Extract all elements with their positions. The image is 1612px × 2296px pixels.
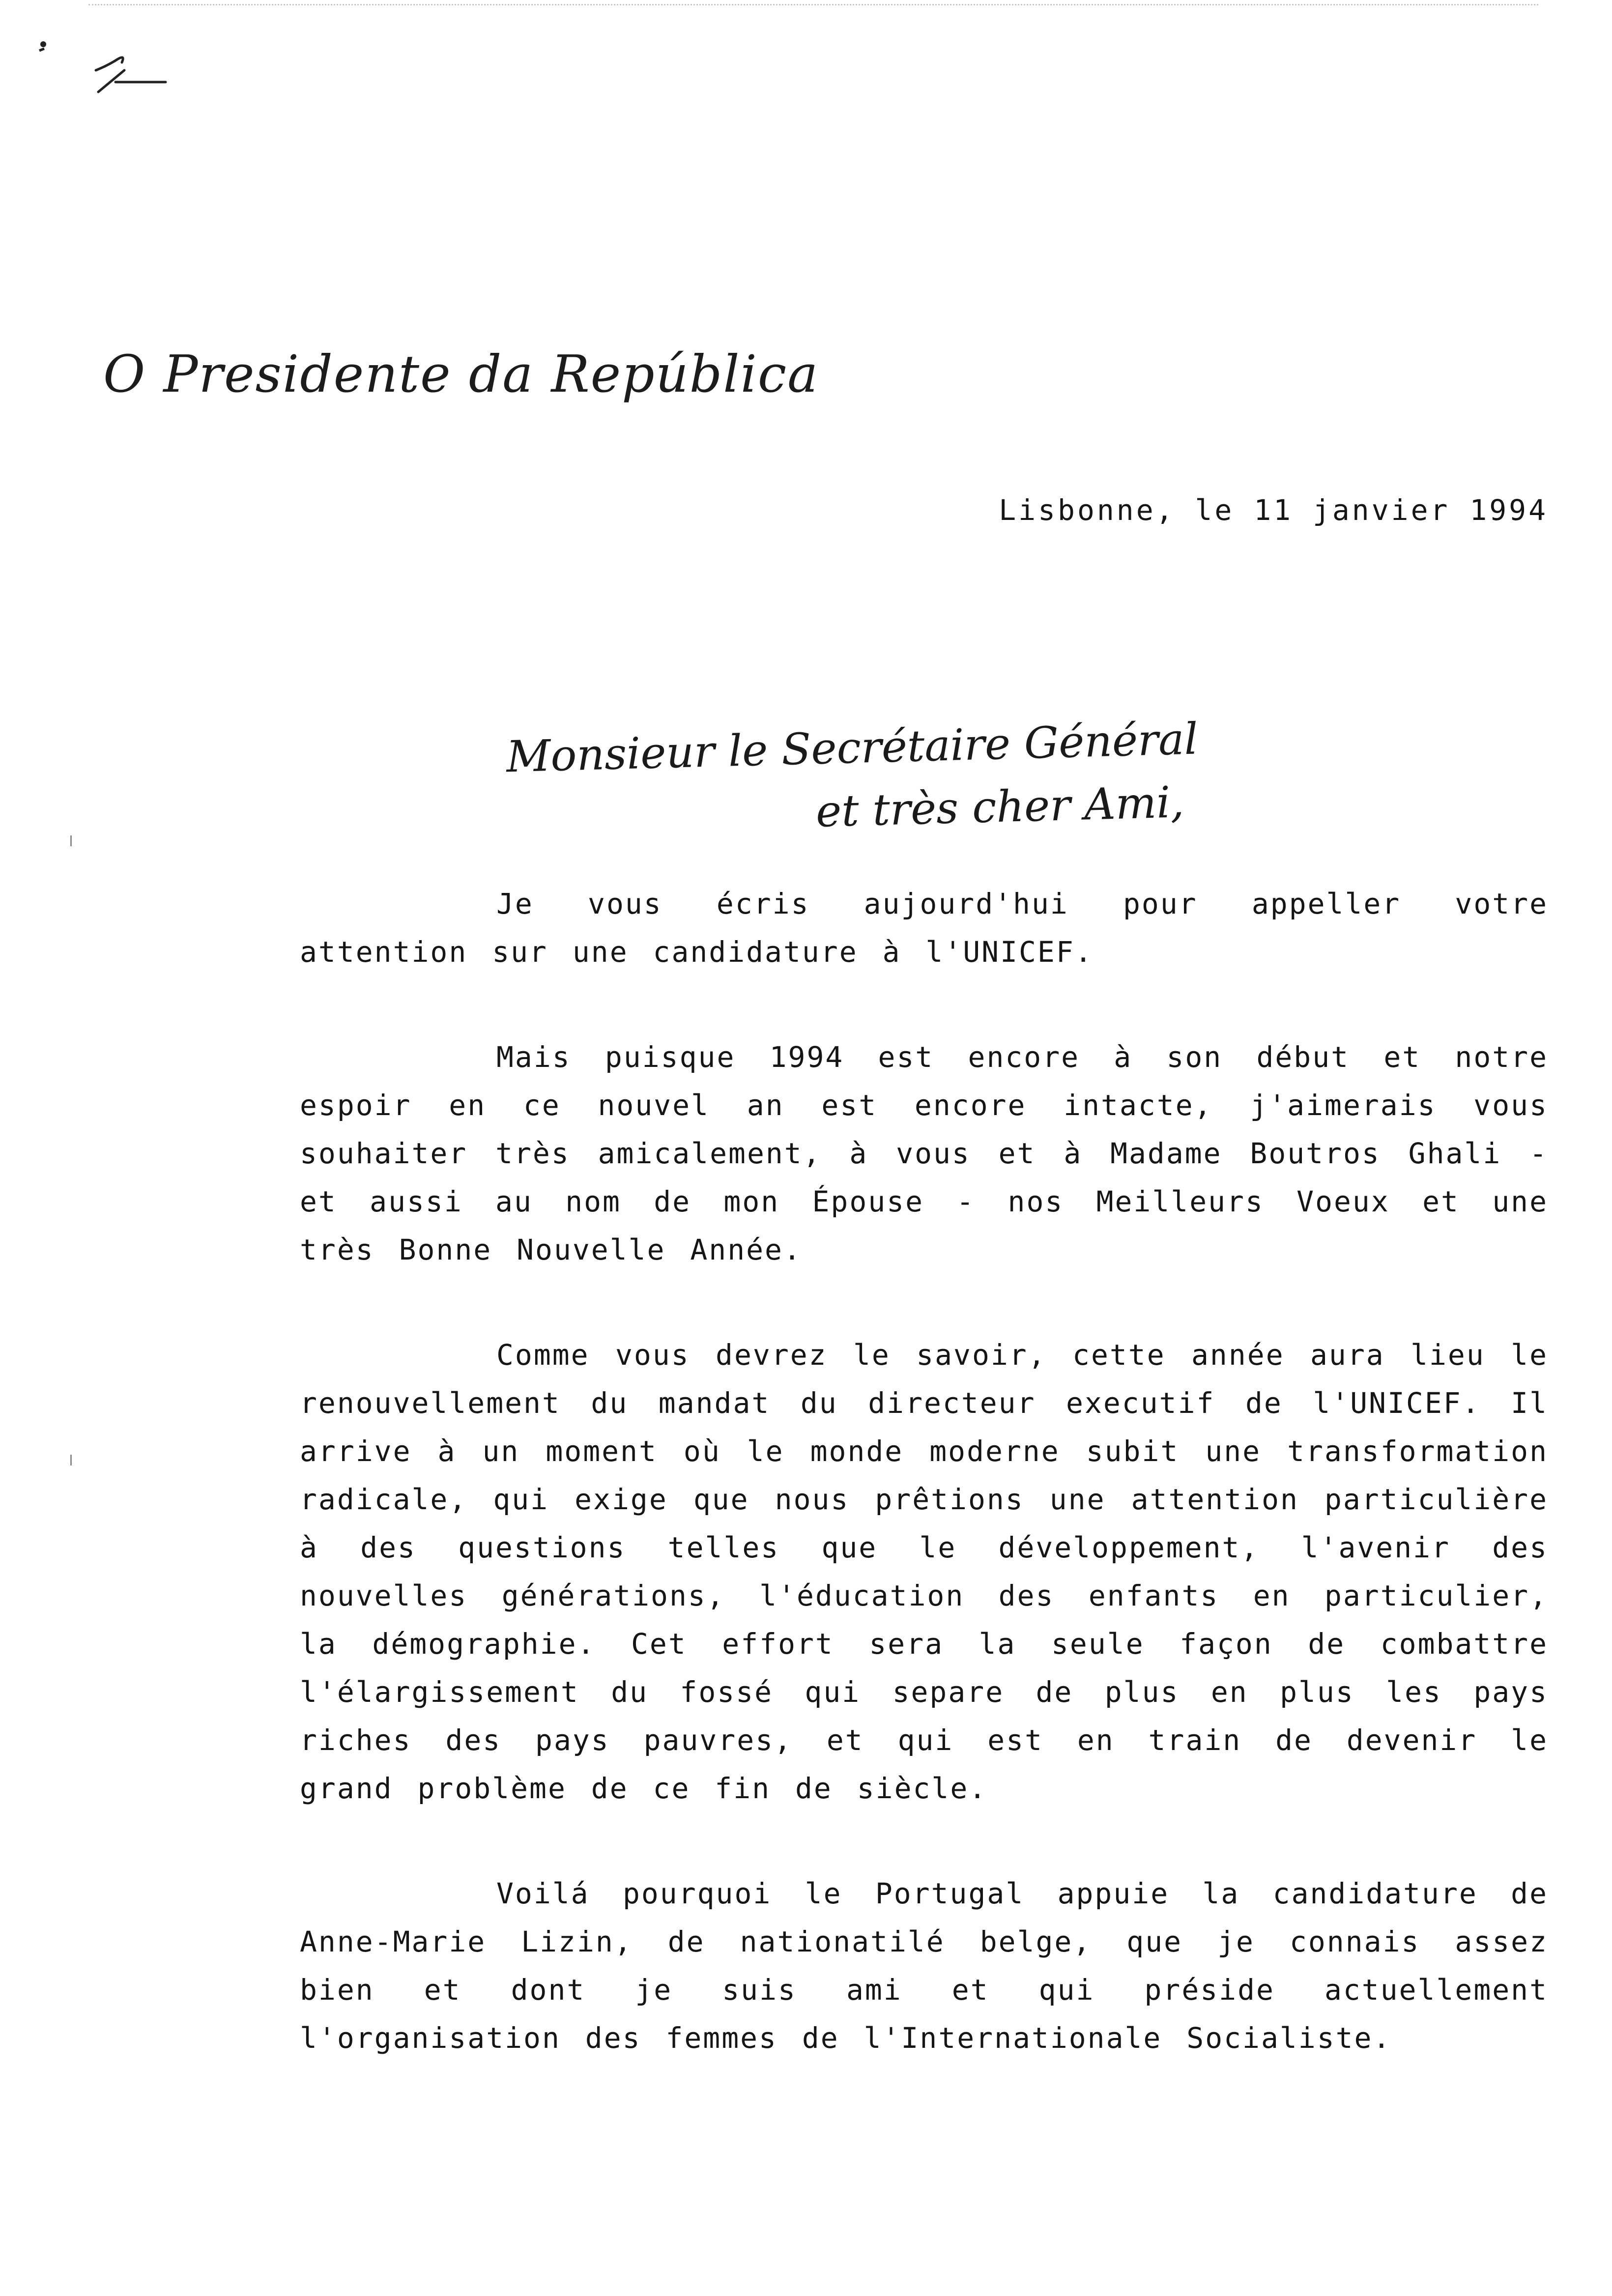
margin-mark [70, 1455, 72, 1465]
letter-date: Lisbonne, le 11 janvier 1994 [999, 493, 1548, 527]
paragraph-2: Mais puisque 1994 est encore à son début et notre espoir en ce nouvel an est encore intacte, j'aimerais vous souhaiter très amicalement, à vous et à Madame Boutros Ghali - et aussi au nom de mon Épouse - nos Meilleurs Voeux et une très Bonne Nouvelle Année. [300, 1040, 1548, 1266]
paragraph-4: Voilá pourquoi le Portugal appuie la candidature de Anne-Marie Lizin, de nationatilé belge, que je connais assez bien et dont je suis ami et qui préside actuellement l'organisation des femmes de l'Internationale Socialiste. [300, 1877, 1548, 2055]
page-top-edge [88, 4, 1538, 5]
letter-body [300, 880, 1548, 2119]
margin-mark [70, 835, 72, 846]
salutation-line-1: Monsieur le Secrétaire Général [505, 713, 1199, 782]
handwritten-corner-mark [27, 17, 174, 96]
letterhead-title: O Presidente da República [103, 344, 819, 404]
paragraph-3: Comme vous devrez le savoir, cette année aura lieu le renouvellement du mandat du directeur executif de l'UNICEF. Il arrive à un moment où le monde moderne subit une transformation radicale, qui exige que nous prêtions une attention particulière à des questions telles que le développement, l'avenir des nouvelles générations, l'éducation des enfants en particulier, la démographie. Cet effort sera la seule façon de combattre l'élargissement du fossé qui separe de plus en plus les pays riches des pays pauvres, et qui est en train de devenir le grand problème de ce fin de siècle. [300, 1338, 1548, 1805]
salutation-line-2: et très cher Ami, [815, 776, 1185, 837]
paragraph-1: Je vous écris aujourd'hui pour appeller votre attention sur une candidature à l'UNICEF. [300, 887, 1548, 969]
handwritten-salutation [505, 713, 1263, 850]
